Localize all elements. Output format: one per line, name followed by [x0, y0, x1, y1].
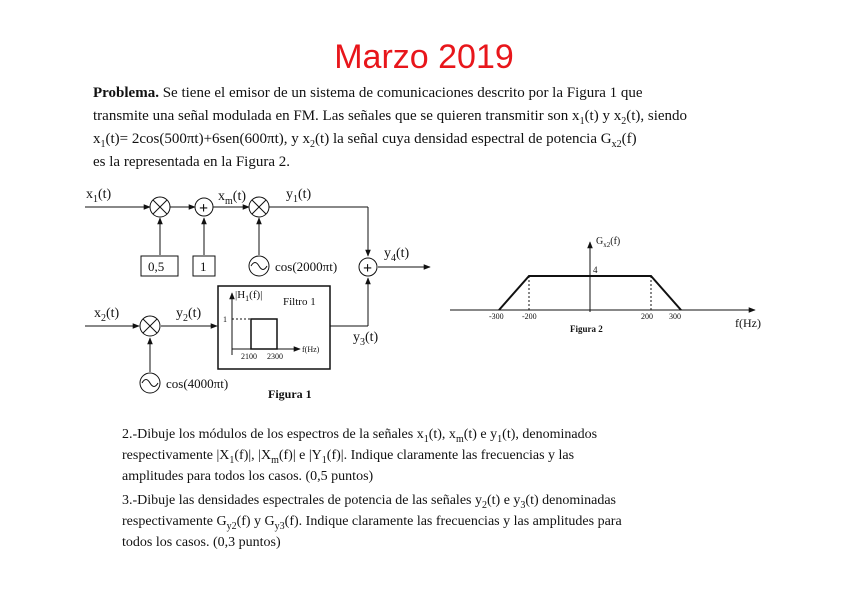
problem-line-2b: (t) y x [584, 108, 622, 124]
figure-1-caption: Figura 1 [268, 387, 312, 401]
const-05-label: 0,5 [148, 259, 165, 274]
filter-amp-label: 1 [223, 315, 227, 324]
sub-x2: x2 [611, 139, 622, 150]
label-y3: $y_3(t)$ [353, 330, 379, 348]
slide-title: Marzo 2019 [334, 38, 514, 76]
question-3: 3.-Dibuje las densidades espectrales de potencia de las señales $y_2(t)$ e $y_3(t)$ denominadas respectivamente $G_{y2}(f)$ y $G_{y3}(f)$. Indique claramente las frecuencias y las amplitudes para todos los casos. (0,3 puntos) [122, 493, 622, 550]
fig2-tick-m300: -300 [489, 312, 504, 321]
label-x2: $x_2(t)$ [94, 306, 120, 324]
problem-line-4: es la representada en la Figura 2. [93, 154, 290, 170]
problem-line-3a: x [93, 131, 101, 147]
label-xm: $x_m(t)$ [218, 189, 246, 207]
adder-1-plus: + [199, 200, 209, 217]
cos-2000-label: cos(2000πt) [275, 259, 338, 274]
adder-2-plus: + [363, 260, 373, 277]
problem-line-3b: (t)= 2cos(500πt)+6sen(600πt), y x [105, 131, 311, 147]
sub-1b: 1 [100, 139, 106, 150]
sub-2: 2 [621, 116, 627, 127]
cos-4000-label: cos(4000πt) [166, 376, 229, 391]
problem-line-3c: (t) la señal cuya densidad espectral de potencia G [315, 131, 612, 147]
filter-name-label: Filtro 1 [283, 296, 316, 308]
fig2-tick-m200: -200 [522, 312, 537, 321]
problem-label: Problema. [93, 85, 159, 101]
label-filter-h: $|H_1(f)|$ [235, 289, 263, 304]
label-y2: $y_2(t)$ [176, 306, 202, 324]
filter-f-axis-label: f(Hz) [302, 345, 320, 354]
filter-f1-label: 2100 [241, 352, 257, 361]
fig2-amp-label: 4 [593, 265, 598, 275]
fig2-tick-300: 300 [669, 312, 681, 321]
fig2-xlabel: f(Hz) [735, 316, 761, 330]
label-y4: $y_4(t)$ [384, 246, 410, 264]
filter-f2-label: 2300 [267, 352, 283, 361]
fig2-tick-200: 200 [641, 312, 653, 321]
fig2-g-label: $G_{x2}(f)$ [596, 236, 621, 249]
problem-line-1: Se tiene el emisor de un sistema de comunicaciones descrito por la Figura 1 que [158, 85, 643, 101]
const-1-label: 1 [200, 259, 207, 274]
sub-2b: 2 [310, 139, 316, 150]
label-x1: $x_1(t)$ [86, 187, 112, 205]
label-y1: $y_1(t)$ [286, 187, 312, 205]
question-2: 2.-Dibuje los módulos de los espectros de la señales $x_1(t)$, $x_m(t)$ e $y_1(t)$, denominados respectivamente $|X_1(f)|$, $|X_m(f)|$ e $|Y_1(f)|$. Indique claramente las frecuencias y las amplitudes para todos los casos. (0,5 puntos) [122, 427, 598, 484]
sub-1: 1 [579, 116, 585, 127]
problem-line-2a: transmite una señal modulada en FM. Las señales que se quieren transmitir son x [93, 108, 580, 124]
problem-line-3d: (f) [621, 131, 637, 147]
problem-line-2c: (t), siendo [626, 108, 688, 124]
figure-2-caption: Figura 2 [570, 324, 603, 334]
